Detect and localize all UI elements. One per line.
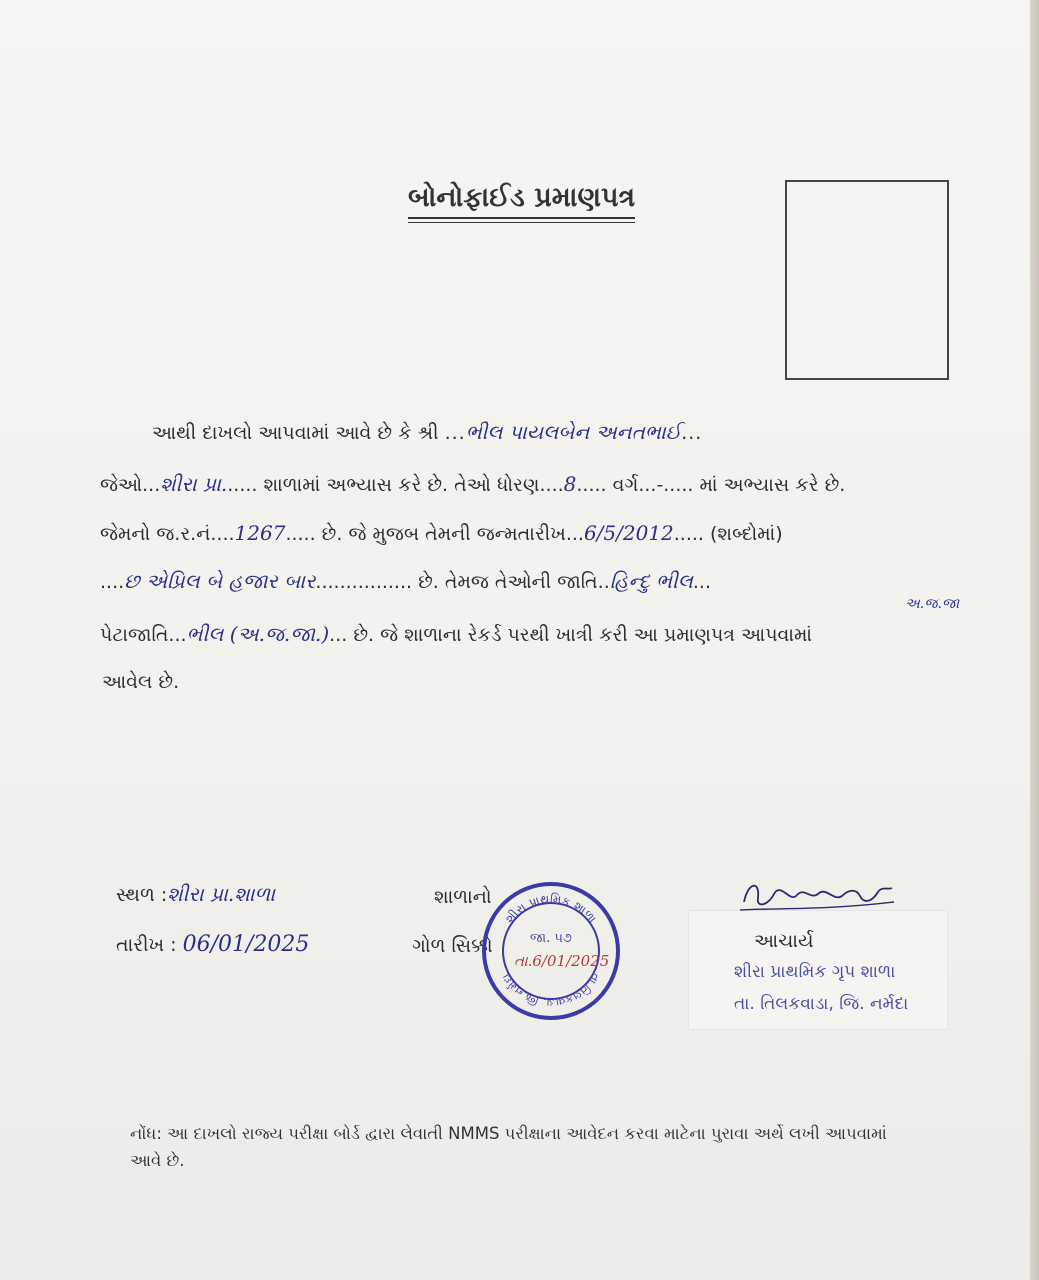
seal-top-text: શીરા પ્રાથમિક શાળા — [502, 891, 600, 926]
line3-mid: ..... છે. જે મુજબ તેમની જન્મતારીખ... — [285, 523, 584, 545]
birth-date: 6/5/2012 — [583, 521, 674, 545]
seal-code: જા. ૫૭ — [530, 931, 572, 946]
dots: ... — [681, 422, 703, 444]
certificate-title: બોનોફાઈડ પ્રમાણપત્ર — [408, 182, 635, 219]
photo-box — [785, 180, 949, 380]
seal-bottom-text: તા.તિલકવાડા, જિ.નર્મદા — [499, 971, 603, 1010]
place-row — [116, 882, 275, 906]
student-name: ભીલ પાયલબેન અનતભાઈ — [465, 420, 682, 444]
line3-prefix: જેમનો જ.ર.નં.... — [100, 523, 235, 545]
para-line-5 — [100, 622, 812, 646]
para-line-2 — [100, 472, 845, 496]
principal-signature — [738, 872, 898, 916]
birth-date-words: છ એપ્રિલ બે હજાર બાર — [124, 569, 316, 593]
line5-prefix: પેટાજાતિ... — [100, 624, 187, 646]
dots: ... — [444, 422, 466, 444]
footnote: નોંધ: આ દાખલો રાજ્ય પરીક્ષા બોર્ડ દ્વારા લેવાતી NMMS પરીક્ષાના આવેદન કરવા માટેના પુરાવા અર્થે લખી આપવામાં આવે છે. — [130, 1124, 887, 1170]
line2-mid2: ..... વર્ગ... — [576, 474, 657, 496]
para-line-4 — [100, 569, 711, 593]
place-label: સ્થળ : — [116, 884, 168, 906]
paper-edge — [1030, 0, 1039, 1280]
line2-suffix: ..... માં અભ્યાસ કરે છે. — [663, 474, 846, 496]
school-round-seal — [482, 882, 620, 1020]
para-line-6: આવેલ છે. — [102, 671, 180, 693]
line3-suffix: ..... (શબ્દોમાં) — [673, 523, 783, 545]
class-division: - — [656, 472, 664, 496]
seal-label-1: શાળાનો — [434, 886, 492, 908]
caste: હિન્દુ ભીલ — [609, 569, 693, 593]
line1-prefix: આથી દાખલો આપવામાં આવે છે કે શ્રી — [152, 422, 439, 444]
line2-prefix: જેઓ... — [100, 474, 161, 496]
standard: 8 — [563, 472, 577, 496]
stamp-address: તા. તિલકવાડા, જિ. નર્મદા — [734, 994, 909, 1014]
line5-suffix: ... છે. જે શાળાના રેકર્ડ પરથી ખાત્રી કરી આ પ્રમાણપત્ર આપવામાં — [329, 624, 813, 646]
date-row — [116, 932, 309, 957]
line4-mid: ................ છે. તેમજ તેઓની જાતિ.. — [315, 571, 610, 593]
school-name: શીરા પ્રા. — [160, 472, 228, 496]
para-line-3 — [100, 521, 783, 545]
line2-mid: ..... શાળામાં અભ્યાસ કરે છે. તેઓ ધોરણ.... — [227, 474, 564, 496]
handwritten-note: અ.જ.જા — [905, 596, 960, 612]
para-line-1 — [152, 420, 702, 444]
date-value: 06/01/2025 — [182, 932, 310, 957]
seal-center — [514, 928, 610, 972]
line4-suffix: ... — [692, 571, 711, 593]
date-label: તારીખ : — [116, 934, 177, 956]
seal-date: તા.6/01/2025 — [514, 952, 610, 970]
place-value: શીરા પ્રા.શાળા — [167, 882, 276, 906]
line4-prefix: .... — [100, 571, 125, 593]
register-number: 1267 — [234, 521, 286, 545]
stamp-school-name: શીરા પ્રાથમિક ગૃપ શાળા — [734, 962, 896, 982]
sub-caste: ભીલ (અ.જ.જા.) — [186, 622, 330, 646]
principal-label: આચાર્ય — [754, 930, 814, 952]
seal-label-2: ગોળ સિક્કો — [412, 935, 493, 957]
